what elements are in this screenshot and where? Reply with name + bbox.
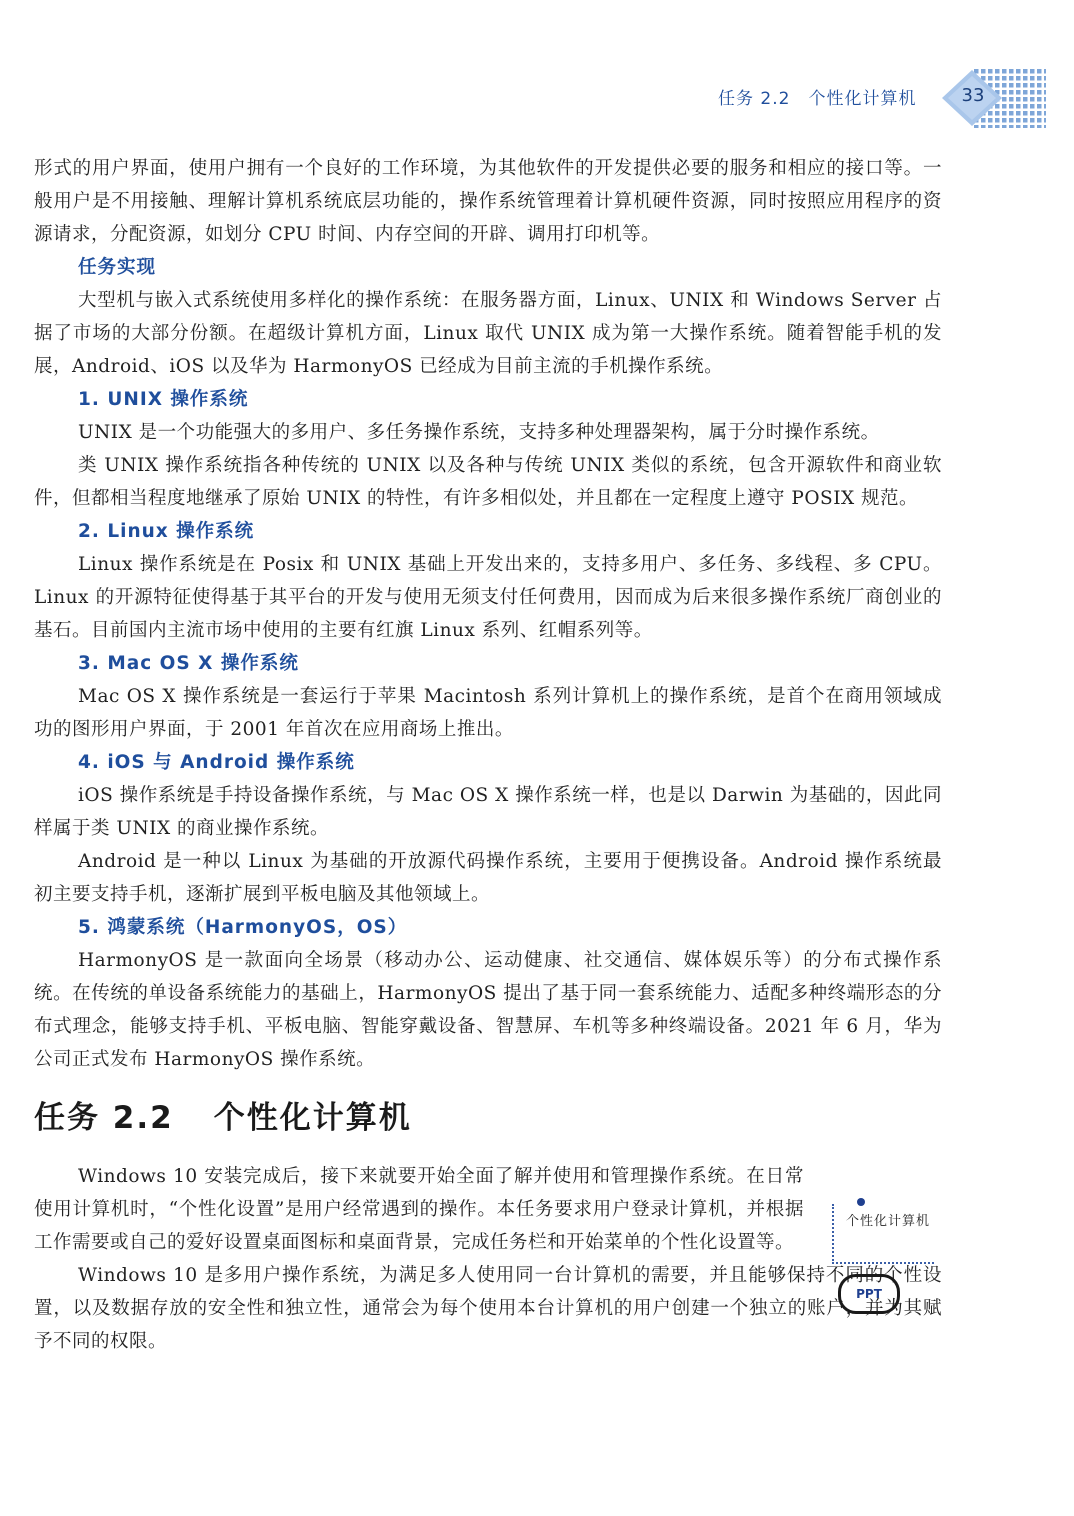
harmony-paragraph: HarmonyOS 是一款面向全场景（移动办公、运动健康、社交通信、媒体娱乐等）的分布式操作系统。在传统的单设备系统能力的基础上，HarmonyOS 提出了基于同一套系统能力、适配多种终端形态的分布式理念，能够支持手机、平板电脑、智能穿戴设备、智慧屏、车机等多种终端设备。2021 年 6 月，华为公司正式发布 HarmonyOS 操作系统。	[34, 950, 942, 1070]
heading-harmony: 5. 鸿蒙系统（HarmonyOS，OS）	[78, 917, 408, 938]
heading-linux: 2. Linux 操作系统	[78, 521, 255, 542]
unix-paragraph-1: UNIX 是一个功能强大的多用户、多任务操作系统，支持多种处理器架构，属于分时操作系统。	[78, 422, 880, 443]
section-title	[34, 1090, 942, 1146]
running-header-section: 任务 2.2	[718, 89, 791, 109]
impl-paragraph: 大型机与嵌入式系统使用多样化的操作系统：在服务器方面，Linux、UNIX 和 Windows Server 占据了市场的大部分份额。在超级计算机方面，Linux 取代 UNIX 成为第一大操作系统。随着智能手机的发展，Android、iOS 以及华为 HarmonyOS 已经成为目前主流的手机操作系统。	[34, 290, 942, 377]
side-note-label: 个性化计算机	[846, 1214, 931, 1229]
unix-paragraph-2: 类 UNIX 操作系统指各种传统的 UNIX 以及各种与传统 UNIX 类似的系统，包含开源软件和商业软件，但都相当程度地继承了原始 UNIX 的特性，有许多相似处，并且都在一定程度上遵守 POSIX 规范。	[34, 455, 942, 509]
side-note	[832, 1198, 936, 1316]
heading-unix: 1. UNIX 操作系统	[78, 389, 249, 410]
section-title-text: 个性化计算机	[213, 1100, 412, 1136]
ios-paragraph: iOS 操作系统是手持设备操作系统，与 Mac OS X 操作系统一样，也是以 Darwin 为基础的，因此同样属于类 UNIX 的商业操作系统。	[34, 785, 942, 839]
running-header	[718, 84, 916, 109]
task-paragraph-1: Windows 10 安装完成后，接下来就要开始全面了解并使用和管理操作系统。在日常使用计算机时，“个性化设置”是用户经常遇到的操作。本任务要求用户登录计算机，并根据工作需要或自己的爱好设置桌面图标和桌面背景，完成任务栏和开始菜单的个性化设置等。	[34, 1166, 804, 1253]
task-block	[34, 1160, 942, 1358]
mac-paragraph: Mac OS X 操作系统是一套运行于苹果 Macintosh 系列计算机上的操作系统，是首个在商用领域成功的图形用户界面，于 2001 年首次在应用商场上推出。	[34, 686, 942, 740]
side-note-dot-icon	[857, 1198, 865, 1206]
page-number-badge-icon	[938, 68, 1048, 128]
linux-paragraph: Linux 操作系统是在 Posix 和 UNIX 基础上开发出来的，支持多用户、多任务、多线程、多 CPU。Linux 的开源特征使得基于其平台的开发与使用无须支付任何费用，因而成为后来很多操作系统厂商创业的基石。目前国内主流市场中使用的主要有红旗 Linux 系列、红帽系列等。	[34, 554, 942, 641]
intro-paragraph: 形式的用户界面，使用户拥有一个良好的工作环境，为其他软件的开发提供必要的服务和相应的接口等。一般用户是不用接触、理解计算机系统底层功能的，操作系统管理着计算机硬件资源，同时按照应用程序的资源请求，分配资源，如划分 CPU 时间、内存空间的开辟、调用打印机等。	[34, 158, 942, 245]
heading-ios-android: 4. iOS 与 Android 操作系统	[78, 752, 355, 773]
page-number: 33	[961, 85, 985, 106]
running-header-title: 个性化计算机	[808, 89, 917, 109]
android-paragraph: Android 是一种以 Linux 为基础的开放源代码操作系统，主要用于便携设备。Android 操作系统最初主要支持手机，逐渐扩展到平板电脑及其他领域上。	[34, 851, 942, 905]
section-number: 任务 2.2	[34, 1100, 174, 1136]
heading-task-implementation: 任务实现	[78, 257, 157, 278]
task-paragraph-2: Windows 10 是多用户操作系统，为满足多人使用同一台计算机的需要，并且能够保持不同的个性设置，以及数据存放的安全性和独立性，通常会为每个使用本台计算机的用户创建一个独立的账户，并为其赋予不同的权限。	[34, 1265, 942, 1352]
main-content	[34, 152, 942, 1358]
heading-mac: 3. Mac OS X 操作系统	[78, 653, 299, 674]
ppt-badge[interactable]: PPT	[838, 1274, 900, 1314]
